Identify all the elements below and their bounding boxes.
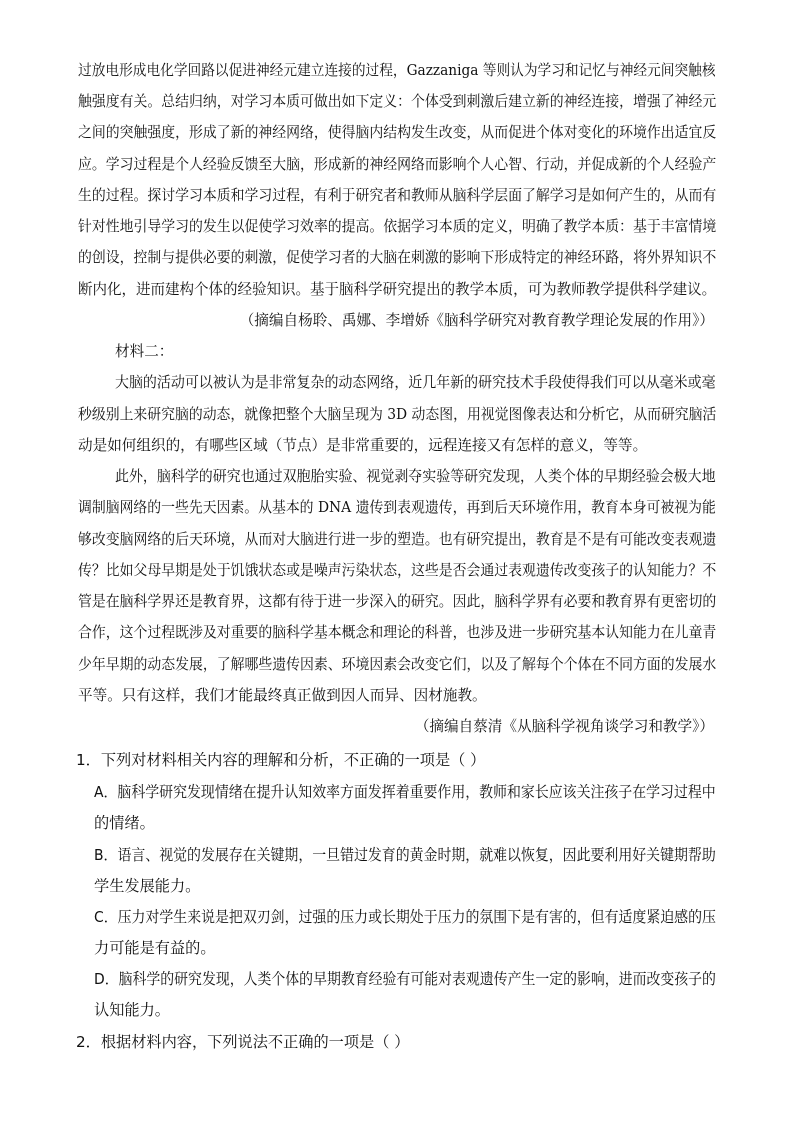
passage-line: 触强度有关。总结归纳，对学习本质可做出如下定义：个体受到刺激后建立新的神经连接，增强了神经元 xyxy=(78,93,717,110)
passage-line: 应。学习过程是个人经验反馈至大脑，形成新的神经网络而影响个人心智、行动，并促成新的个人经验产 xyxy=(78,156,717,173)
passage-line: 的创设，控制与提供必要的刺激，促使学习者的大脑在刺激的影响下形成特定的神经环路，将外界知识不 xyxy=(78,249,717,266)
passage-line: 平等。只有这样，我们才能最终真正做到因人而异、因材施教。 xyxy=(78,687,487,704)
passage-line: 秒级别上来研究脑的动态，就像把整个大脑呈现为 3D 动态图，用视觉图像表达和分析它，从而研究脑活 xyxy=(78,406,717,423)
passage-line: 动是如何组织的，有哪些区域（节点）是非常重要的，远程连接又有怎样的意义，等等。 xyxy=(78,437,648,454)
passage-line: 过放电形成电化学回路以促进神经元建立连接的过程，Gazzaniga 等则认为学习和记忆与神经元间突触核 xyxy=(78,62,716,79)
passage-line: 断内化，进而建构个体的经验知识。基于脑科学研究提出的教学本质，可为教师教学提供科学建议。 xyxy=(78,281,717,298)
source-citation: （摘编自杨聆、禹娜、李增娇《脑科学研究对教育教学理论发展的作用》） xyxy=(239,312,714,329)
option-text: 学生发展能力。 xyxy=(94,877,201,895)
question-stem: 1．下列对材料相关内容的理解和分析，不正确的一项是（ ） xyxy=(76,751,486,769)
question-stem: 2．根据材料内容，下列说法不正确的一项是（ ） xyxy=(76,1033,410,1051)
source-citation: （摘编自蔡清《从脑科学视角谈学习和教学》） xyxy=(414,718,714,735)
option-text: 的情绪。 xyxy=(94,814,155,832)
passage-line: 合作，这个过程既涉及对重要的脑科学基本概念和理论的科普，也涉及进一步研究基本认知能力在儿童青 xyxy=(78,624,717,641)
passage-line: 少年早期的动态发展，了解哪些遗传因素、环境因素会改变它们，以及了解每个个体在不同方面的发展水 xyxy=(78,656,717,673)
passage-line: 针对性地引导学习的发生以促使学习效率的提高。依据学习本质的定义，明确了教学本质：基于丰富情境 xyxy=(78,218,717,235)
passage-line: 够改变脑网络的后天环境，从而对大脑进行进一步的塑造。也有研究提出，教育是不是有可能改变表观遗 xyxy=(78,531,717,548)
passage-line: 生的过程。探讨学习本质和学习过程，有利于研究者和教师从脑科学层面了解学习是如何产生的，从而有 xyxy=(78,187,717,204)
passage-line: 传？比如父母早期是处于饥饿状态或是噪声污染状态，这些是否会通过表观遗传改变孩子的认知能力？不 xyxy=(78,562,717,579)
passage-line: 管是在脑科学界还是教育界，这都有待于进一步深入的研究。因此，脑科学界有必要和教育界有更密切的 xyxy=(78,593,717,610)
passage-line: 调制脑网络的一些先天因素。从基本的 DNA 遗传到表观遗传，再到后天环境作用，教育本身可被视为能 xyxy=(78,499,716,516)
option-text: 认知能力。 xyxy=(94,1001,170,1019)
option-text: 力可能是有益的。 xyxy=(94,939,216,957)
passage-line: 此外，脑科学的研究也通过双胞胎实验、视觉剥夺实验等研究发现，人类个体的早期经验会极大地 xyxy=(115,468,716,485)
passage-line: 之间的突触强度，形成了新的神经网络，使得脑内结构发生改变，从而促进个体对变化的环境作出适宜反 xyxy=(78,124,717,141)
material-heading: 材料二： xyxy=(115,343,174,360)
option-text: A．脑科学研究发现情绪在提升认知效率方面发挥着重要作用，教师和家长应该关注孩子在学习过程中 xyxy=(94,783,716,801)
option-text: D．脑科学的研究发现，人类个体的早期教育经验有可能对表观遗传产生一定的影响，进而改变孩子的 xyxy=(94,970,716,988)
option-text: B．语言、视觉的发展存在关键期，一旦错过发育的黄金时期，就难以恢复，因此要利用好关键期帮助 xyxy=(94,846,716,864)
passage-line: 大脑的活动可以被认为是非常复杂的动态网络，近几年新的研究技术手段使得我们可以从毫米或毫 xyxy=(115,374,716,391)
option-text: C．压力对学生来说是把双刃剑，过强的压力或长期处于压力的氛围下是有害的，但有适度紧迫感的压 xyxy=(94,908,716,926)
